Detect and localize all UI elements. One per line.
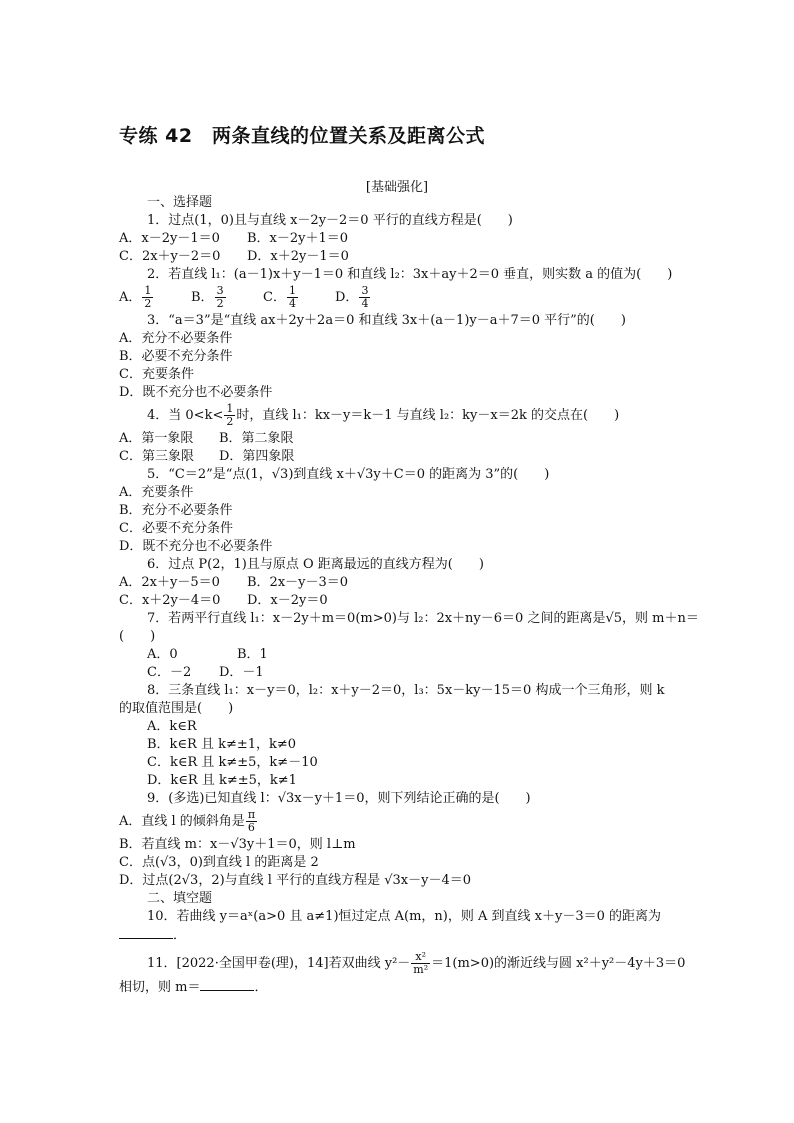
option-d: D．k∈R 且 k≠±5，k≠1 — [147, 773, 297, 788]
option-a: A．k∈R — [147, 719, 197, 734]
option-a: A．充分不必要条件 — [119, 331, 233, 346]
fraction: $\frac{3}{4}$ — [361, 284, 369, 310]
option-c: C．x＋2y－4＝0 — [119, 593, 221, 608]
fraction: $\frac{\pi}{6}$ — [247, 808, 256, 834]
question-2-options — [119, 284, 679, 312]
option-d: D．x＋2y－1＝0 — [247, 249, 349, 264]
question-6-options-row1 — [119, 574, 679, 592]
option-a: A．充要条件 — [119, 485, 194, 500]
option-a: A．直线 l 的倾斜角是 $\frac{\pi}{6}$ — [119, 808, 256, 834]
question-7-stem-cont: ( ) — [119, 629, 156, 644]
question-10-stem: 10．若曲线 y＝aˣ(a>0 且 a≠1)恒过定点 A(m，n)，则 A 到直线 x＋y－3＝0 的距离为 — [147, 909, 662, 924]
question-10-answer-line: ． — [119, 926, 679, 944]
question-1-options-row1 — [119, 230, 679, 248]
question-4-stem: 4．当 0<k< $\frac{1}{2}$ 时，直线 l₁：kx－y＝k－1 与直线 l₂：ky－x＝2k 的交点在( ) — [147, 402, 620, 428]
question-9-stem: 9．(多选)已知直线 l：√3x－y＋1＝0，则下列结论正确的是( ) — [147, 791, 531, 806]
option-b: B．若直线 m：x－√3y＋1＝0，则 l⊥m — [119, 837, 356, 852]
question-8-stem: 8．三条直线 l₁：x－y＝0，l₂：x＋y－2＝0，l₃：5x－ky－15＝0 构成一个三角形，则 k — [147, 683, 665, 698]
question-1-stem: 1．过点(1，0)且与直线 x－2y－2＝0 平行的直线方程是( ) — [147, 213, 513, 228]
question-7-stem: 7．若两平行直线 l₁：x－2y＋m＝0(m>0)与 l₂：2x＋ny－6＝0 之间的距离是√5，则 m＋n＝ — [147, 611, 699, 626]
question-3-stem: 3．“a＝3”是“直线 ax＋2y＋2a＝0 和直线 3x＋(a－1)y－a＋7＝0 平行”的( ) — [147, 313, 626, 328]
option-b: B．必要不充分条件 — [119, 349, 233, 364]
option-d: D．第四象限 — [219, 449, 295, 464]
fraction: $\frac{3}{2}$ — [216, 284, 224, 310]
option-d: D．x－2y＝0 — [247, 593, 328, 608]
section-heading: 二、填空题 — [147, 891, 213, 906]
fraction: $\frac{1}{4}$ — [288, 284, 296, 310]
question-4-options-row1 — [119, 430, 679, 448]
answer-blank[interactable] — [119, 926, 173, 939]
section-heading: 一、选择题 — [147, 195, 213, 210]
answer-blank[interactable] — [200, 978, 254, 991]
option-c: C．充要条件 — [119, 367, 194, 382]
section-subtitle: [基础强化] — [365, 180, 429, 195]
question-list — [119, 194, 699, 996]
option-b: B．第二象限 — [219, 431, 294, 446]
question-8-stem-cont: 的取值范围是( ) — [119, 701, 234, 716]
page-title: 专练 42 两条直线的位置关系及距离公式 — [119, 125, 486, 147]
option-a: A． $\frac{1}{2}$ — [119, 284, 152, 310]
question-6-options-row2 — [119, 592, 679, 610]
fraction: $\frac{\text{x²}}{\text{m²}}$ — [413, 950, 429, 976]
option-c: C． $\frac{1}{4}$ — [263, 284, 296, 310]
fraction: $\frac{1}{2}$ — [226, 402, 234, 428]
question-11-answer-line: 相切，则 m＝ ． — [119, 980, 268, 995]
option-b: B．2x－y－3＝0 — [247, 575, 349, 590]
option-a: A．2x＋y－5＝0 — [119, 575, 220, 590]
question-7-options-row2 — [119, 664, 679, 682]
option-a: A．第一象限 — [119, 431, 194, 446]
option-c: C．第三象限 — [119, 449, 194, 464]
option-b: B．x－2y＋1＝0 — [247, 231, 349, 246]
option-a: A．x－2y－1＝0 — [119, 231, 220, 246]
option-b: B．k∈R 且 k≠±1，k≠0 — [147, 737, 297, 752]
question-6-stem: 6．过点 P(2，1)且与原点 O 距离最远的直线方程为( ) — [147, 557, 484, 572]
question-5-stem: 5．“C＝2”是“点(1，√3)到直线 x＋√3y＋C＝0 的距离为 3”的( ) — [147, 467, 550, 482]
question-1-options-row2 — [119, 248, 679, 266]
option-b: B． $\frac{3}{2}$ — [191, 284, 224, 310]
option-c: C．k∈R 且 k≠±5，k≠－10 — [147, 755, 318, 770]
fraction: $\frac{1}{2}$ — [144, 284, 152, 310]
option-b: B．1 — [237, 647, 268, 662]
option-d: D．过点(2√3，2)与直线 l 平行的直线方程是 √3x－y－4＝0 — [119, 873, 471, 888]
option-d: D． $\frac{3}{4}$ — [335, 284, 369, 310]
option-c: C．点(√3，0)到直线 l 的距离是 2 — [119, 855, 319, 870]
question-7-options-row1 — [119, 646, 679, 664]
option-d: D．既不充分也不必要条件 — [119, 385, 273, 400]
option-c: C．－2 — [147, 665, 192, 680]
option-c: C．2x＋y－2＝0 — [119, 249, 221, 264]
option-b: B．充分不必要条件 — [119, 503, 233, 518]
question-2-stem: 2．若直线 l₁：(a－1)x＋y－1＝0 和直线 l₂：3x＋ay＋2＝0 垂直，则实数 a 的值为( ) — [147, 267, 673, 282]
option-c: C．必要不充分条件 — [119, 521, 233, 536]
question-4-options-row2 — [119, 448, 679, 466]
option-d: D．既不充分也不必要条件 — [119, 539, 273, 554]
option-d: D．－1 — [219, 665, 264, 680]
question-11-stem: 11．[2022·全国甲卷(理)，14]若双曲线 y²－ $\frac{\text{x²}}{\text{m²}}$ ＝1(m>0)的渐近线与圆 x²＋y²－4y＋3＝0 — [147, 950, 686, 976]
option-a: A．0 — [147, 647, 178, 662]
